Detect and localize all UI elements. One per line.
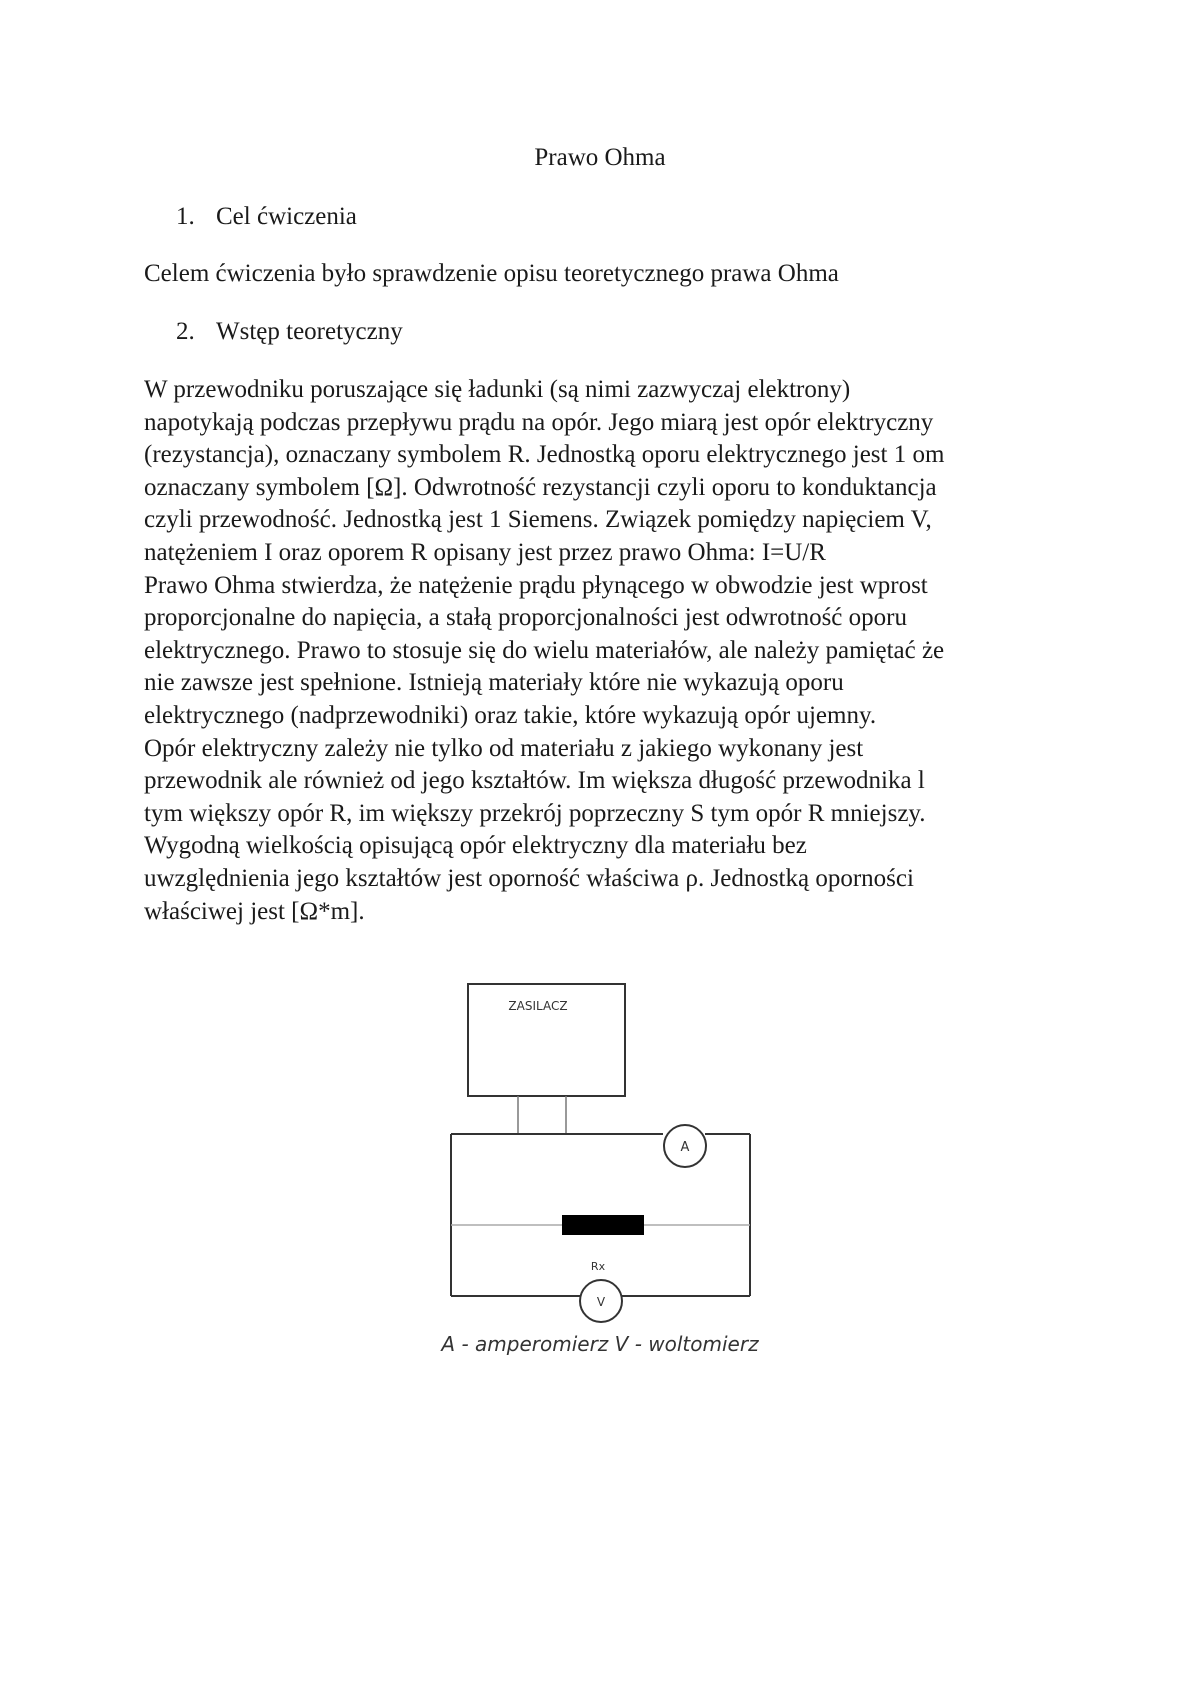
section-heading-text: Wstęp teoretyczny — [216, 318, 403, 345]
voltmeter-symbol: V — [596, 1295, 606, 1309]
paragraph-line: W przewodniku poruszające się ładunki (są nimi zazwyczaj elektrony) — [144, 376, 851, 403]
document-title: Prawo Ohma — [534, 144, 666, 171]
paragraph-line: proporcjonalne do napięcia, a stałą proporcjonalności jest odwrotność oporu — [144, 604, 907, 632]
goal-paragraph: Celem ćwiczenia było sprawdzenie opisu teoretycznego prawa Ohma — [144, 260, 839, 287]
section-number: 1. — [176, 203, 195, 230]
paragraph-line: (rezystancja), oznaczany symbolem R. Jednostką oporu elektrycznego jest 1 om — [144, 441, 945, 469]
paragraph-line: właściwej jest [Ω*m]. — [144, 897, 365, 925]
paragraph-line: Opór elektryczny zależy nie tylko od materiału z jakiego wykonany jest — [144, 734, 864, 762]
paragraph-line: oznaczany symbolem [Ω]. Odwrotność rezystancji czyli oporu to konduktancja — [144, 473, 937, 501]
paragraph-line: natężeniem I oraz oporem R opisany jest przez prawo Ohma: I=U/R — [144, 538, 826, 566]
paragraph-line: Wygodną wielkością opisującą opór elektryczny dla materiału bez — [144, 832, 807, 860]
figure-caption: A - amperomierz V - woltomierz — [441, 1332, 759, 1356]
paragraph-line: elektrycznego (nadprzewodniki) oraz takie, które wykazują opór ujemny. — [144, 701, 877, 729]
paragraph-line: czyli przewodność. Jednostką jest 1 Siemens. Związek pomiędzy napięciem V, — [144, 506, 932, 534]
paragraph-line: Prawo Ohma stwierdza, że natężenie prądu płynącego w obwodzie jest wprost — [144, 571, 928, 599]
resistor — [562, 1215, 644, 1235]
section-heading-text: Cel ćwiczenia — [216, 203, 357, 230]
section-number: 2. — [176, 318, 195, 345]
paragraph-line: nie zawsze jest spełnione. Istnieją materiały które nie wykazują oporu — [144, 669, 844, 697]
section-heading-goal — [176, 201, 357, 233]
paragraph-line: tym większy opór R, im większy przekrój poprzeczny S tym opór R mniejszy. — [144, 799, 926, 827]
paragraph-line: uwzględnienia jego kształtów jest oporność właściwa ρ. Jednostką oporności — [144, 864, 914, 892]
section-heading-theory — [176, 316, 403, 348]
power-supply-label: ZASILACZ — [508, 999, 568, 1013]
paragraph-line: przewodnik ale również od jego kształtów. Im większa długość przewodnika l — [144, 767, 925, 795]
paragraph-line: elektrycznego. Prawo to stosuje się do wielu materiałów, ale należy pamiętać że — [144, 636, 945, 664]
ammeter-symbol: A — [680, 1140, 690, 1155]
theory-paragraph — [144, 374, 1074, 928]
paragraph-line: napotykają podczas przepływu prądu na opór. Jego miarą jest opór elektryczny — [144, 408, 934, 436]
resistor-label: Rx — [590, 1260, 606, 1273]
circuit-diagram — [440, 975, 760, 1365]
